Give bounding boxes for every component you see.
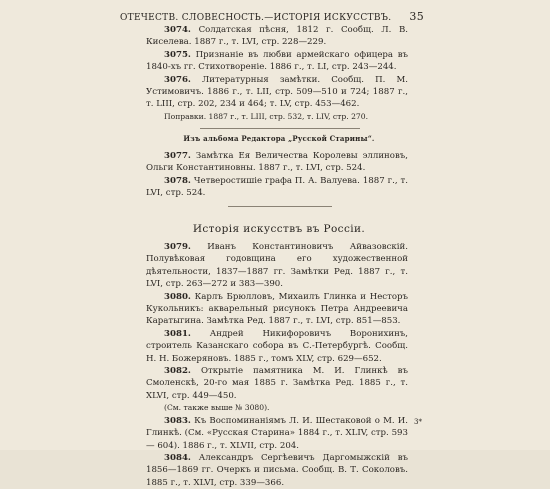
bibliography-entry bbox=[146, 415, 408, 452]
entry-text: Къ Воспоминаніямъ Л. И. Шестаковой о М. И. Глинкѣ. (См. «Русская Старина» 1884 г., т. XLIV, стр. 593 — 604). 1886 г., т. XLVII, стр. 204. bbox=[146, 415, 409, 451]
entry-number: 3077. bbox=[164, 151, 191, 161]
bibliography-entry bbox=[146, 24, 408, 49]
entry-number: 3083. bbox=[164, 415, 191, 426]
bibliography-entry bbox=[146, 49, 408, 74]
entries-block-1 bbox=[146, 24, 408, 123]
bibliography-entry bbox=[146, 111, 408, 123]
entry-number: 3076. bbox=[164, 74, 191, 85]
bibliography-entry bbox=[146, 241, 408, 291]
entry-number: 3081. bbox=[164, 328, 191, 339]
entry-number: 3084. bbox=[164, 452, 191, 463]
entry-number: 3082. bbox=[164, 366, 191, 377]
entry-text: Замѣтка Ея Величества Королевы эллиновъ, Ольги Константиновны. 1887 г., т. LVI, стр. 524. bbox=[146, 151, 408, 174]
entry-text: Литературныя замѣтки. Сообщ. П. М. Устимовичъ. 1886 г., т. LII, стр. 509—510 и 724; 1887 г., т. LIII, стр. 202, 234 и 464; т. LV, стр. 453—462. bbox=[146, 74, 409, 110]
entry-number: 3075. bbox=[164, 49, 191, 60]
entry-text: Александръ Сергѣевичъ Даргомыжскій въ 1856—1869 гг. Очеркъ и письма. Сообщ. В. Т. Соколовъ. 1885 г., т. XLVI, стр. 339—366. bbox=[146, 452, 408, 488]
album-section-note: Изъ альбома Редактора „Русской Старины“. bbox=[183, 134, 375, 143]
bibliography-entry bbox=[146, 328, 408, 365]
bibliography-entry bbox=[146, 175, 408, 200]
bibliography-entry bbox=[146, 365, 408, 402]
entry-text: Андрей Никифоровичъ Воронихинъ, строитель Казанскаго собора въ С.-Петербургѣ. Сообщ. Н. Н. Божеряновъ. 1885 г., томъ XLV, стр. 629—652. bbox=[146, 328, 409, 364]
bibliography-entry bbox=[146, 291, 408, 328]
entry-text: Четверостишіе графа П. А. Валуева. 1887 г., т. LVI, стр. 524. bbox=[146, 175, 408, 199]
entry-text: Солдатская пѣсня, 1812 г. Сообщ. Л. В. Киселева. 1887 г., т. LVI, стр. 228—229. bbox=[146, 25, 408, 48]
section-title: Исторія искусствъ въ Россіи. bbox=[192, 223, 366, 235]
bibliography-entry bbox=[146, 452, 408, 489]
signature-mark: 3* bbox=[414, 418, 422, 426]
running-header bbox=[120, 10, 424, 23]
entry-number: 3078. bbox=[164, 175, 191, 186]
entry-text: Иванъ Константиновичъ Айвазовскій. Полувѣковая годовщина его художественной дѣятельности, 1837—1887 гг. Замѣтки Ред. 1887 г., т. LVI, стр. 263—272 и 383—390. bbox=[146, 242, 408, 290]
entries-block-3 bbox=[146, 241, 408, 489]
running-title: ОТЕЧЕСТВ. СЛОВЕСНОСТЬ.—ИСТОРІЯ ИСКУССТВЪ. bbox=[120, 13, 392, 23]
entry-text: Карлъ Брюлловъ, Михаилъ Глинка и Несторъ Кукольникъ: акварельный рисунокъ Петра Андреевича Каратыгина. Замѣтка Ред. 1887 г., т. LVI, стр. 851—853. bbox=[146, 291, 409, 327]
entry-number: 3080. bbox=[164, 291, 191, 302]
divider-line-short bbox=[228, 206, 332, 207]
bibliography-entry bbox=[146, 150, 408, 175]
divider-line bbox=[200, 128, 360, 129]
entry-text: Поправки. 1887 г., т. LIII, стр. 532, т. LIV, стр. 270. bbox=[164, 111, 368, 121]
entry-number: 3074. bbox=[164, 25, 191, 35]
entry-text: Открытіе памятника М. И. Глинкѣ въ Смоленскѣ, 20-го мая 1885 г. Замѣтка Ред. 1885 г., т. XLVI, стр. 449—450. bbox=[146, 366, 408, 401]
entry-text: Признаніе въ любви армейскаго офицера въ 1840-хъ гг. Стихотвореніе. 1886 г., т. LI, стр. 243—244. bbox=[146, 49, 409, 73]
page-number: 35 bbox=[409, 10, 424, 23]
bibliography-entry bbox=[146, 402, 408, 414]
entries-block-2 bbox=[146, 150, 408, 200]
entry-text: (См. также выше № 3080). bbox=[164, 403, 270, 413]
bibliography-entry bbox=[146, 74, 408, 111]
entry-number: 3079. bbox=[164, 242, 191, 252]
